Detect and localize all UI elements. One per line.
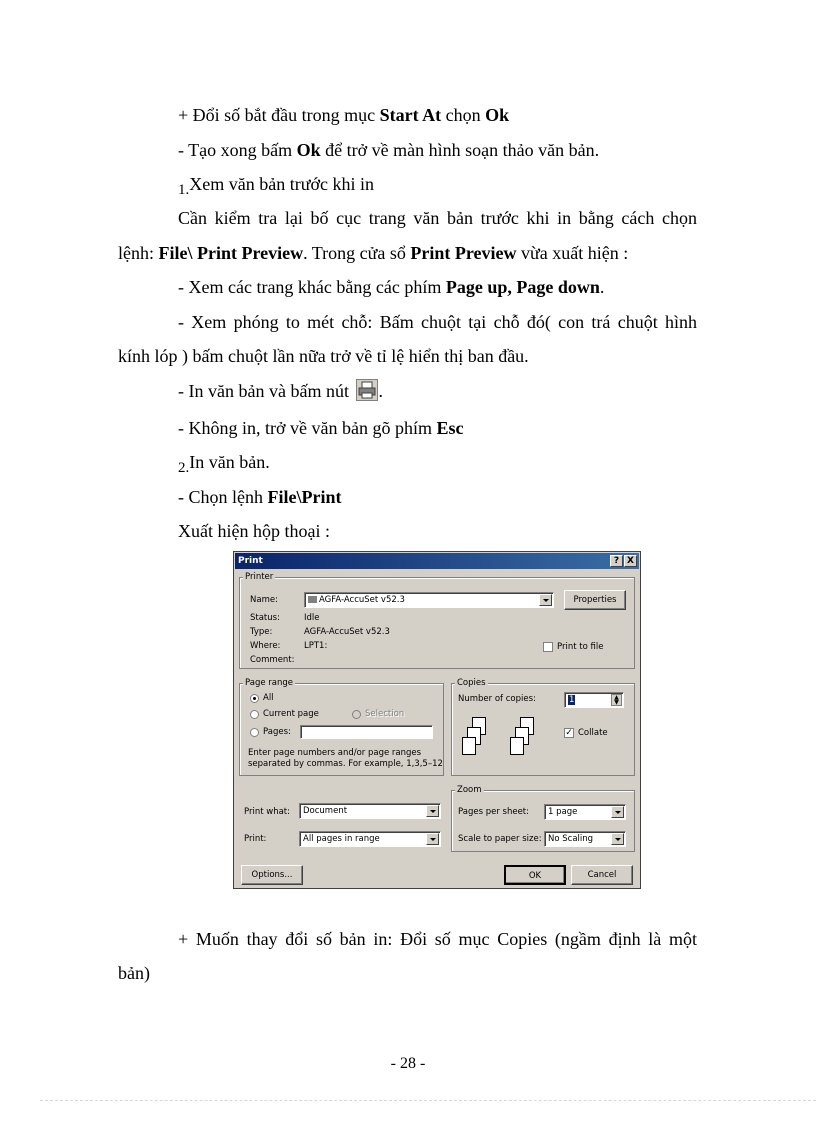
selection-label: Selection [365,709,405,719]
copies-group-label: Copies [457,678,486,688]
text-line-12: - Chọn lệnh File\Print [178,487,342,507]
print-select[interactable]: All pages in range [299,831,441,847]
print-dialog [233,551,641,889]
pages-per-sheet-label: Pages per sheet: [458,807,530,817]
text-line-13: Xuất hiện hộp thoại : [178,521,330,541]
print-to-file-label: Print to file [557,642,604,652]
text-line-7: - Xem phóng to mét chỗ: Bấm chuột tại chỗ đó( con trá chuột hình [178,312,697,332]
page-range-hint-2: separated by commas. For example, 1,3,5–12 [248,759,443,769]
current-page-label: Current page [263,709,319,719]
help-button[interactable]: ? [610,555,623,567]
zoom-group-label: Zoom [457,785,482,795]
page-range-hint-1: Enter page numbers and/or page ranges [248,748,422,758]
cancel-button[interactable]: Cancel [571,865,633,885]
printer-small-icon [308,596,317,603]
section-heading-1: $_{1.}$Xem văn bản trước khi in [178,174,374,198]
text-line-8: kính lóp ) bấm chuột lần nữa trở về tỉ lệ hiển thị ban đầu. [118,346,529,366]
print-to-file-checkbox[interactable] [543,642,553,652]
printer-group-label: Printer [245,572,274,582]
page-edge [40,1100,816,1101]
dialog-title: Print [238,556,263,566]
dialog-titlebar [235,553,639,569]
collate-checkbox[interactable]: ✓ [565,728,573,738]
options-button[interactable]: Options... [241,865,303,885]
collate-label: Collate [578,728,608,738]
scale-to-paper-label: Scale to paper size: [458,834,542,844]
all-label: All [263,693,274,703]
text-line-9: - In văn bản và bấm nút . [178,381,383,401]
number-of-copies-input[interactable]: 1 ▲ ▼ [564,692,624,708]
close-button[interactable]: X [624,555,637,567]
pages-radio[interactable] [250,728,259,737]
print-what-label: Print what: [244,807,290,817]
printer-name-label: Name: [250,595,278,605]
page-range-group-label: Page range [245,678,293,688]
pages-label: Pages: [263,727,291,737]
spin-arrows-icon[interactable]: ▲ ▼ [611,694,622,706]
ok-button[interactable]: OK [504,865,566,885]
printer-name-select[interactable]: AGFA-AccuSet v52.3 [304,592,554,608]
text-line-4: Cần kiểm tra lại bố cục trang văn bản trước khi in bằng cách chọn [178,208,697,228]
where-label: Where: [250,641,281,651]
print-label: Print: [244,834,267,844]
chevron-down-icon[interactable] [539,594,552,606]
text-line-2: - Tạo xong bấm Ok để trở về màn hình soạn thảo văn bản. [178,140,600,160]
where-value: LPT1: [304,641,328,651]
print-what-select[interactable]: Document [299,803,441,819]
text-line-6: - Xem các trang khác bằng các phím Page up, Page down. [178,277,605,297]
comment-label: Comment: [250,655,295,665]
current-page-radio[interactable] [250,710,259,719]
properties-button[interactable]: Properties [564,590,626,610]
all-radio[interactable] [250,694,259,703]
pages-input[interactable] [300,725,433,739]
section-heading-2: $_{2.}$In văn bản. [178,452,270,476]
number-of-copies-label: Number of copies: [458,694,536,704]
chevron-down-icon[interactable] [611,833,624,845]
status-value: Idle [304,613,320,623]
selection-radio[interactable] [352,710,361,719]
scale-to-paper-select[interactable]: No Scaling [544,831,626,847]
chevron-down-icon[interactable] [426,805,439,817]
pages-per-sheet-select[interactable]: 1 page [544,804,626,820]
printer-icon [356,379,378,401]
text-line-14: + Muốn thay đổi số bản in: Đổi số mục Copies (ngầm định là một [178,929,697,949]
type-value: AGFA-AccuSet v52.3 [304,627,390,637]
text-line-1: + Đổi số bắt đầu trong mục Start At chọn Ok [178,105,510,125]
status-label: Status: [250,613,280,623]
page-number: - 28 - [390,1055,426,1072]
text-line-15: bản) [118,963,150,983]
chevron-down-icon[interactable] [426,833,439,845]
type-label: Type: [250,627,273,637]
text-line-10: - Không in, trở về văn bản gõ phím Esc [178,418,464,438]
chevron-down-icon[interactable] [611,806,624,818]
text-line-5: lệnh: File\ Print Preview. Trong cửa sổ Print Preview vừa xuất hiện : [118,243,629,263]
